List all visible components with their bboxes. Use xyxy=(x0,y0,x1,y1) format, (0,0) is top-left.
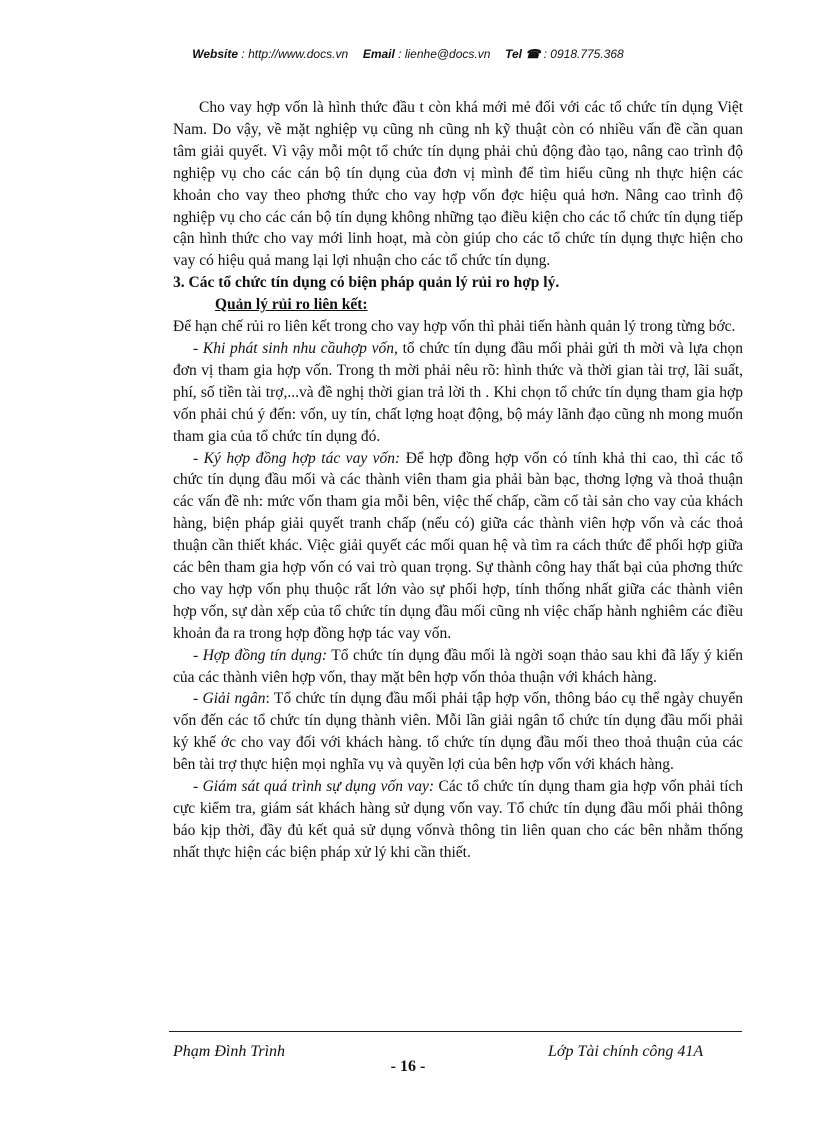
tel-label: Tel xyxy=(505,47,522,61)
email-label: Email xyxy=(362,47,395,61)
phone-icon: ☎ xyxy=(525,47,541,61)
item-text: Để hợp đồng hợp vốn có tính khả thi cao, thì các tổ chức tín dụng đầu mối và các thành viên tham gia phải bàn bạc, thơng lợng và thoả thuận các vấn đề nh: mức vốn tham gia mỗi bên, việc thế chấp, cầm cố tài sản cho vay của khách hàng, biện pháp giải quyết tranh chấp (nếu có) giữa các thành viên hợp vốn và các thoả thuận cần thiết khác. Việc giải quyết các mối quan hệ và tìm ra cách thức để phối hợp giữa các bên tham gia hợp vốn có vai trò quan trọng. Sự thành công hay thất bại của phơng thức cho vay hợp vốn phụ thuộc rất lớn vào sự phối hợp, tính thống nhất giữa các thành viên hợp vốn, sự dàn xếp của tổ chức tín dụng đầu mối cũng nh việc chấp hành nghiêm các điều khoản đa ra trong hợp đồng hợp tác vay vốn. xyxy=(173,449,743,642)
website-value: : http://www.docs.vn xyxy=(241,47,349,61)
list-item xyxy=(173,645,743,689)
tel-value: : 0918.775.368 xyxy=(543,47,624,61)
section-heading: 3. Các tổ chức tín dụng có biện pháp quản lý rủi ro hợp lý. xyxy=(173,274,560,292)
list-item xyxy=(173,776,743,864)
item-title: - Giám sát quá trình sự dụng vốn vay: xyxy=(193,778,435,796)
item-title: - Khi phát sinh nhu cầuhợp vốn, xyxy=(193,339,398,357)
paragraph-intro: Cho vay hợp vốn là hình thức đầu t còn khá mới mẻ đối với các tổ chức tín dụng Việt Nam. Do vậy, về mặt nghiệp vụ cũng nh cũng nh kỹ thuật còn có nhiều vấn đề cần quan tâm giải quyết. Vì vậy mỗi một tổ chức tín dụng phải chủ động đào tạo, nâng cao trình độ nghiệp vụ cho các cán bộ tín dụng của đơn vị mình để tìm hiểu cũng nh thực hiện các khoản cho vay theo phơng thức cho vay hợp vốn đợc hiệu quả hơn. Nâng cao trình độ nghiệp vụ cho các cán bộ tín dụng không những tạo điều kiện cho các tổ chức tín dụng tiếp cận hình thức cho vay mới linh hoạt, mà còn giúp cho các tổ chức tín dụng thực hiện cho vay có hiệu quả mang lại lợi nhuận cho các tổ chức tín dụng. xyxy=(173,99,743,270)
subsection-heading: Quản lý rủi ro liên kết: xyxy=(215,296,368,314)
paragraph-risk: Để hạn chế rủi ro liên kết trong cho vay hợp vốn thì phải tiến hành quản lý trong từng bớc. xyxy=(173,318,736,336)
footer-divider xyxy=(169,1031,742,1032)
list-item xyxy=(173,338,743,448)
document-body xyxy=(173,97,743,864)
list-item xyxy=(173,448,743,645)
footer-class: Lớp Tài chính công 41A xyxy=(548,1043,704,1060)
item-text: Các tổ chức tín dụng tham gia hợp vốn phải tích cực kiểm tra, giám sát khách hàng sử dụng vốn vay. Tổ chức tín dụng đầu mối phải thông báo kịp thời, đầy đủ kết quả sử dụng vốnvà thông tin liên quan cho các bên nhằm thống nhất thực hiện các biện pháp xử lý khi cần thiết. xyxy=(173,778,744,861)
item-text: tổ chức tín dụng đầu mối phải gửi th mời và lựa chọn đơn vị tham gia hợp vốn. Trong th mời phải nêu rõ: hình thức và thời gian tài trợ, lãi suất, phí, số tiền tài trợ,...và đề nghị thời gian trả lời th . Khi chọn tổ chức tín dụng tham gia hợp vốn phải chú ý đến: vốn, uy tín, chất lợng hoạt động, bộ máy lãnh đạo cũng nh mong muốn tham gia của tổ chức tín dụng đó. xyxy=(173,339,743,445)
website-label: Website xyxy=(192,47,239,61)
item-title: - Giải ngân xyxy=(193,690,266,708)
list-item xyxy=(173,688,743,776)
item-title: - Hợp đồng tín dụng: xyxy=(193,646,328,664)
page-header xyxy=(0,47,816,61)
item-title: - Ký hợp đồng hợp tác vay vốn: xyxy=(193,449,401,467)
footer-author: Phạm Đình Trình xyxy=(173,1043,286,1060)
email-value: : lienhe@docs.vn xyxy=(398,47,491,61)
item-text: Tổ chức tín dụng đầu mối là ngời soạn thảo sau khi đã lấy ý kiến của các thành viên hợp vốn, thay mặt bên hợp vốn thỏa thuận với khách hàng. xyxy=(173,646,743,686)
page-number: - 16 - xyxy=(390,1058,426,1075)
item-text: : Tổ chức tín dụng đầu mối phải tập hợp vốn, thông báo cụ thể ngày chuyển vốn đến các tổ chức tín dụng thành viên. Mỗi lần giải ngân tổ chức tín dụng đầu mối phải ký khế ớc cho vay đối với khách hàng. tổ chức tín dụng đầu mối theo thoả thuận của các bên tài trợ thực hiện mọi nghĩa vụ và quyền lợi của bên hợp vốn với khách hàng. xyxy=(173,690,743,774)
